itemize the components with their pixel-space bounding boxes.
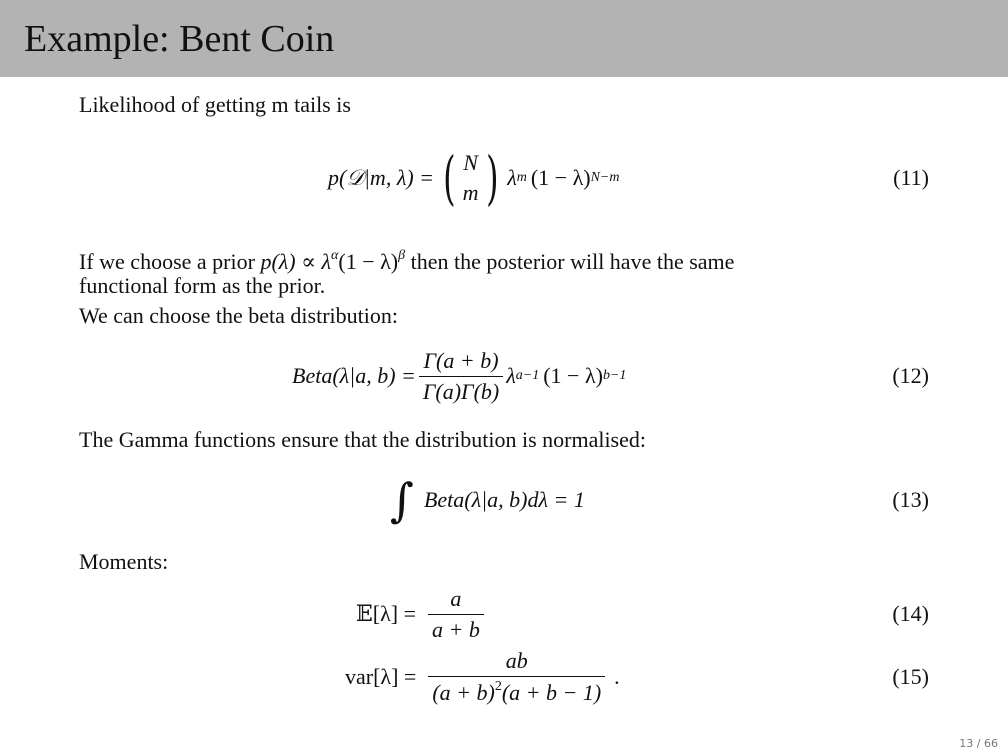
equation-14 bbox=[0, 584, 1008, 644]
likelihood-intro: Likelihood of getting m tails is bbox=[79, 92, 351, 117]
eq14-fraction bbox=[428, 586, 484, 643]
eq12-base2: (1 − λ) bbox=[543, 363, 603, 388]
prior-line-2: functional form as the prior. bbox=[79, 273, 326, 298]
eq13-body: Beta(λ|a, b)dλ = 1 bbox=[423, 487, 585, 512]
eq14-lhs: 𝔼[λ] = bbox=[356, 601, 416, 626]
moments-label: Moments: bbox=[79, 549, 169, 574]
eq11-binom-top: N bbox=[463, 150, 478, 175]
eq13-number: (13) bbox=[892, 487, 929, 512]
eq11-binomial: ( N m ) bbox=[443, 144, 499, 212]
eq15-den-rest: (a + b − 1) bbox=[501, 680, 602, 705]
eq15-den-base: (a + b) bbox=[432, 680, 495, 705]
eq11-binom-bottom: m bbox=[462, 180, 479, 205]
eq12-frac-num: Γ(a + b) bbox=[423, 347, 499, 373]
eq15-den-exp: 2 bbox=[494, 679, 502, 694]
prior-exp2: β bbox=[398, 248, 406, 263]
equation-12 bbox=[0, 346, 1008, 406]
eq12-exp2: b−1 bbox=[602, 368, 627, 383]
eq11-base1: λ bbox=[507, 165, 517, 190]
eq15-number: (15) bbox=[892, 664, 929, 689]
eq11-base2: (1 − λ) bbox=[530, 165, 591, 190]
eq15-lhs: var[λ] = bbox=[345, 664, 417, 689]
eq11-lhs: p(𝒟|m, λ) = bbox=[328, 165, 435, 190]
beta-intro: We can choose the beta distribution: bbox=[79, 303, 398, 328]
eq12-exp1: a−1 bbox=[515, 368, 540, 383]
eq12-lhs: Beta(λ|a, b) = bbox=[292, 363, 416, 388]
prior-lhs: p(λ) ∝ λ bbox=[260, 249, 332, 274]
eq12-frac-den: Γ(a)Γ(b) bbox=[419, 376, 503, 405]
eq11-number: (11) bbox=[893, 165, 929, 190]
gamma-intro: The Gamma functions ensure that the distribution is normalised: bbox=[79, 427, 646, 452]
equation-15 bbox=[0, 647, 1008, 707]
slide-title: Example: Bent Coin bbox=[24, 18, 335, 60]
page-number: 13 / 66 bbox=[959, 737, 998, 750]
prior-line-start: If we choose a prior bbox=[79, 249, 255, 274]
eq15-frac-den bbox=[428, 676, 605, 706]
prior-line-end: then the posterior will have the same bbox=[410, 249, 735, 274]
eq14-frac-den: a + b bbox=[428, 614, 484, 643]
equation-13 bbox=[0, 470, 1008, 530]
eq12-fraction bbox=[419, 348, 503, 405]
eq11-exp2: N−m bbox=[590, 170, 620, 185]
prior-exp1: α bbox=[331, 248, 339, 263]
title-bar bbox=[0, 0, 1008, 77]
eq15-trail: . bbox=[614, 664, 620, 689]
eq12-base1: λ bbox=[506, 363, 516, 388]
eq11-exp1: m bbox=[516, 170, 527, 185]
eq12-number: (12) bbox=[892, 363, 929, 388]
prior-mid: (1 − λ) bbox=[338, 249, 399, 274]
eq15-fraction bbox=[428, 648, 605, 706]
integral-sign: ∫ bbox=[390, 473, 414, 527]
equation-11 bbox=[0, 144, 1008, 212]
eq14-number: (14) bbox=[892, 601, 929, 626]
eq15-frac-num: ab bbox=[505, 648, 528, 673]
eq14-frac-num: a bbox=[450, 585, 462, 611]
